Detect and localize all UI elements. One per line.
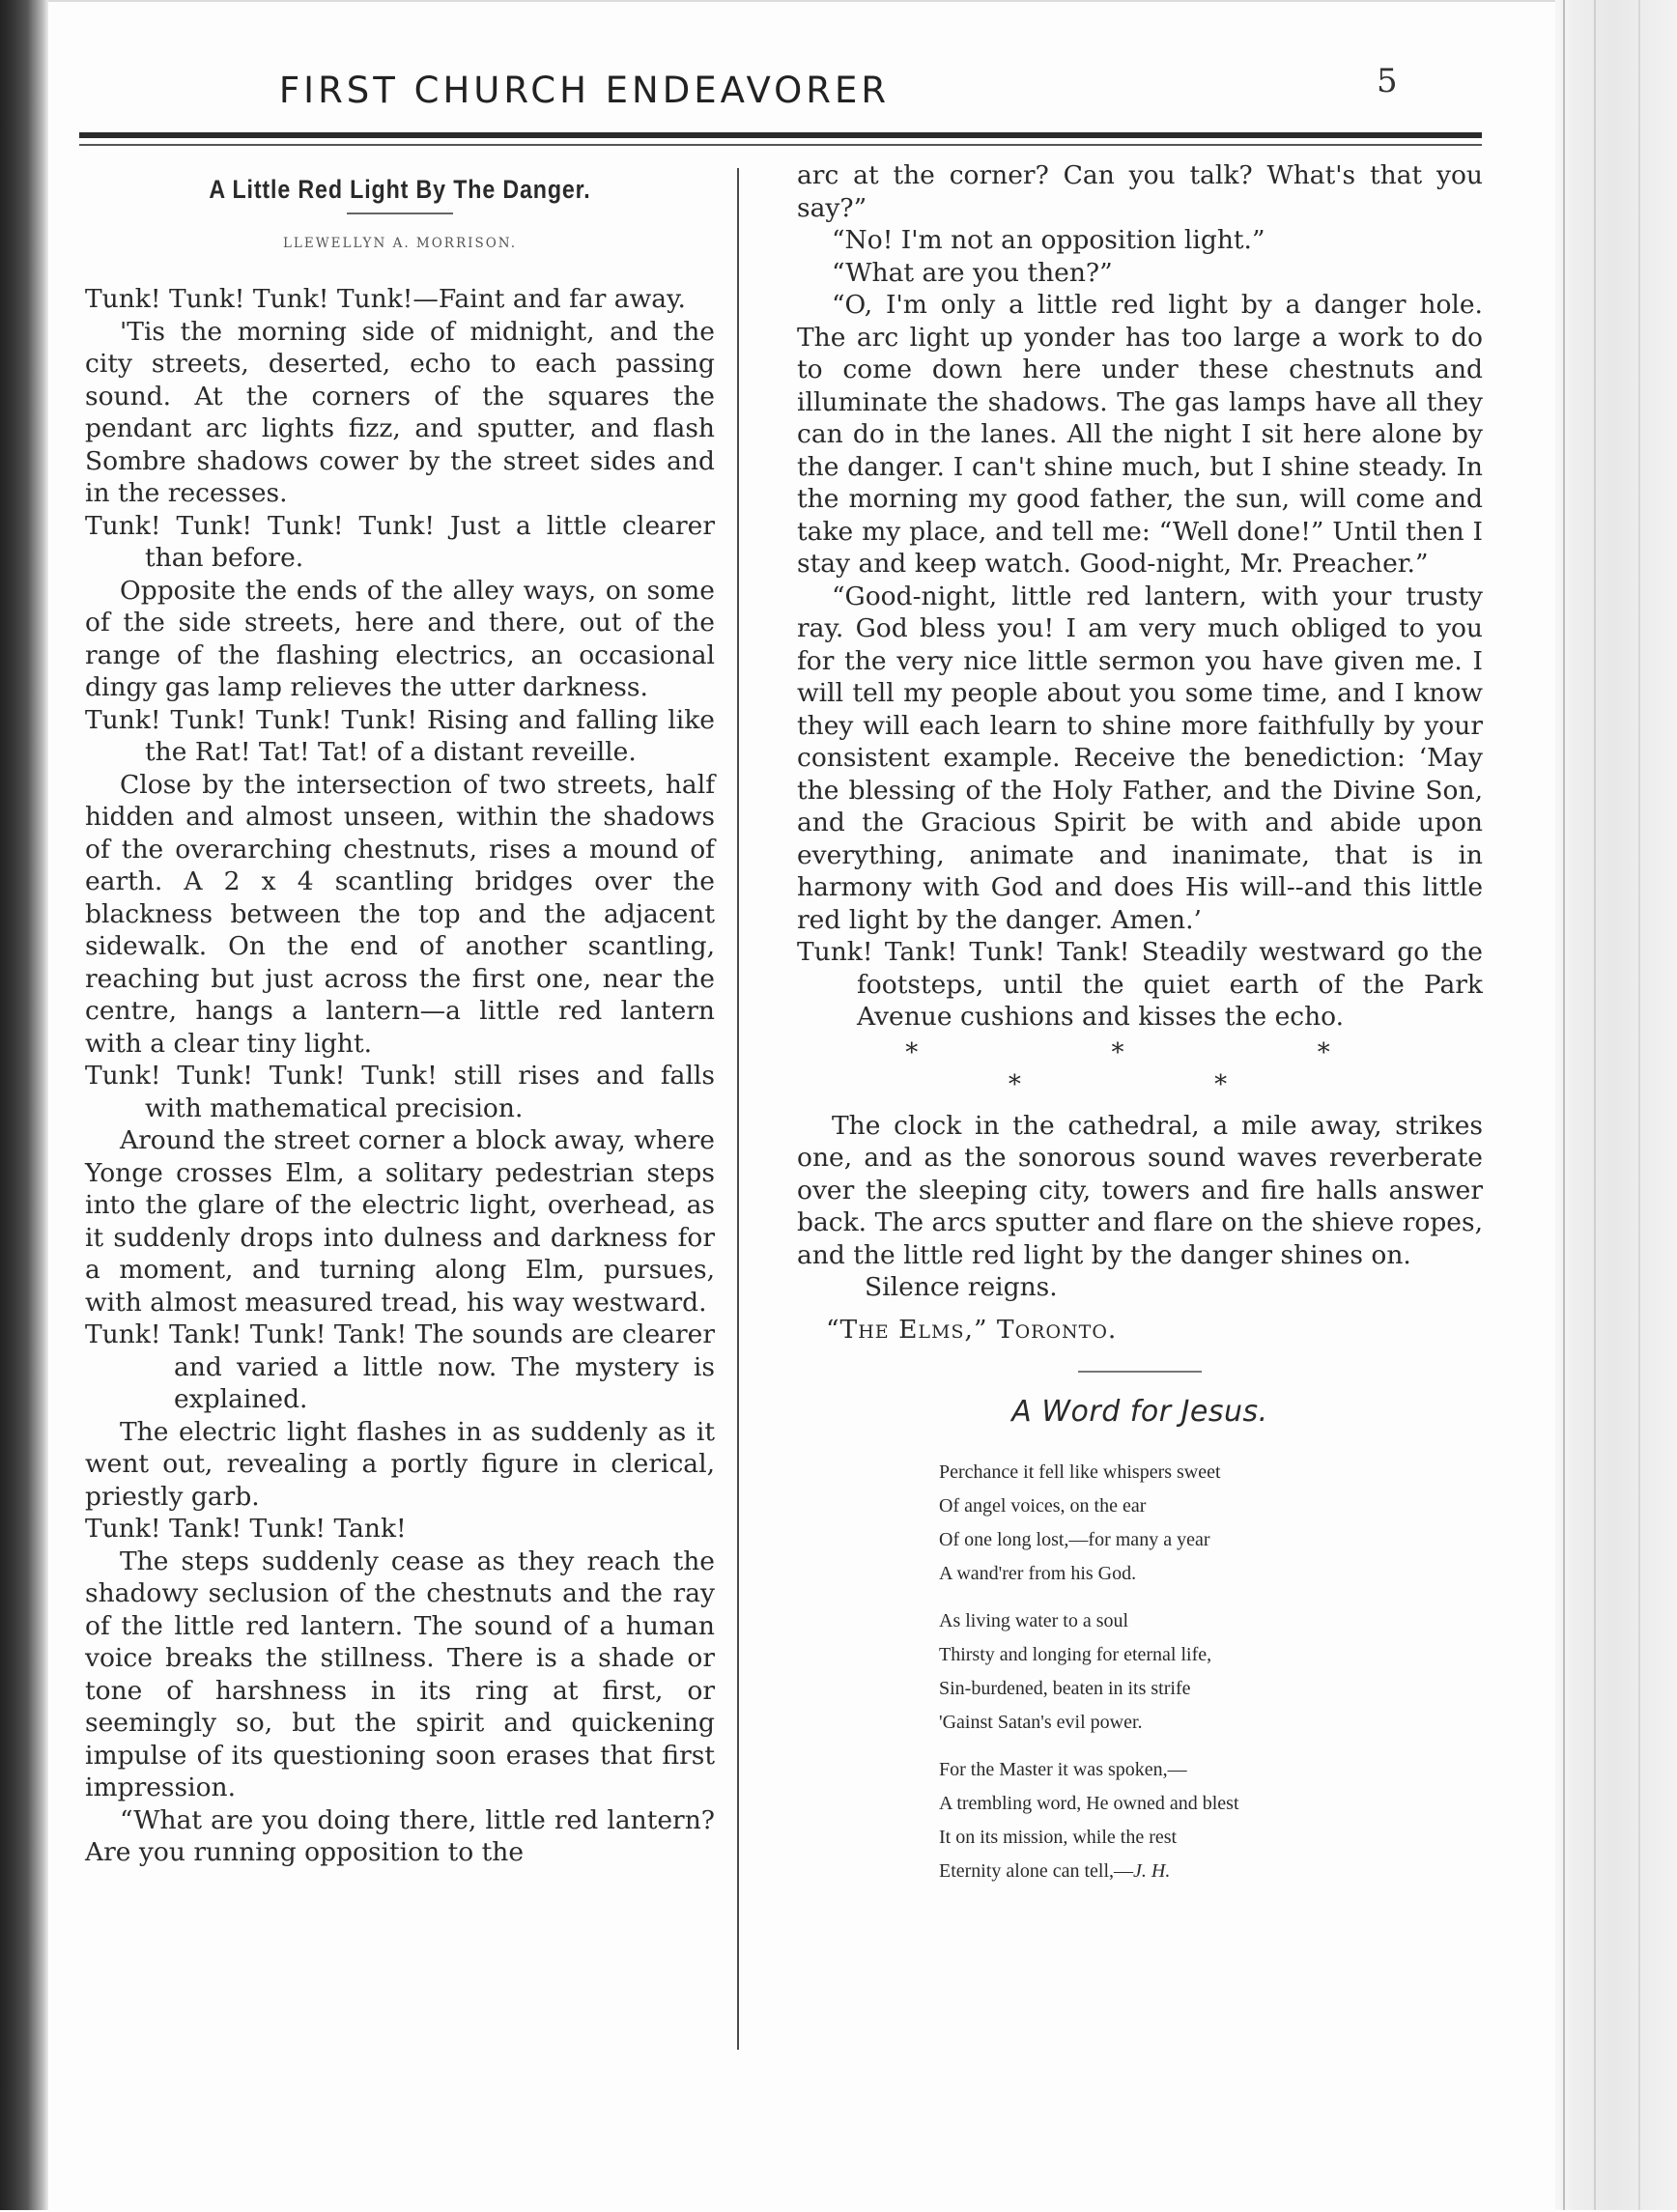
page-number: 5	[1377, 62, 1398, 100]
poem-line: Sin-burdened, beaten in its strife	[939, 1677, 1191, 1699]
masthead: FIRST CHURCH ENDEAVORER	[278, 70, 891, 111]
paragraph: Tunk! Tank! Tunk! Tank! Steadily westward go the footsteps, until the quiet earth of the Park Avenue cushions and kisses the echo.	[797, 937, 1483, 1032]
poem-line: 'Gainst Satan's evil power.	[939, 1711, 1143, 1733]
paragraph: Silence reigns.	[865, 1272, 1058, 1302]
paragraph: Close by the intersection of two streets, half hidden and almost unseen, within the shadows of the overarching chestnuts, rises a mound of earth. A 2 x 4 scantling bridges over the blackness between the top and the adjacent sidewalk. On the end of another scantling, reaching but just across the first one, near the centre, hangs a lantern—a little red lantern with a clear tiny light.	[85, 769, 715, 1059]
poem-line: A wand'rer from his God.	[939, 1562, 1137, 1584]
title-rule	[347, 213, 453, 214]
previous-page-edge	[0, 0, 33, 2210]
header-rule	[79, 132, 1482, 138]
paragraph: “O, I'm only a little red light by a danger hole. The arc light up yonder has too large a work to do to come down here under these chestnuts and illuminate the shadows. The gas lamps have all they can do in the lanes. All the night I sit here alone by the danger. I can't shine much, but I shine steady. In the morning my good father, the sun, will come and take my place, and tell me: “Well done!” Until then I stay and keep watch. Good-night, Mr. Preacher.”	[797, 290, 1483, 579]
paragraph: The clock in the cathedral, a mile away, strikes one, and as the sonorous sound waves reverberate over the sleeping city, towers and fire halls answer back. The arcs sputter and flare on the shieve ropes, and the little red light by the danger shines on.	[797, 1110, 1483, 1270]
paragraph: Opposite the ends of the alley ways, on some of the side streets, here and there, out of the range of the flashing electrics, an occasional dingy gas lamp relieves the utter darkness.	[85, 575, 715, 702]
poem-line: Of one long lost,—for many a year	[939, 1528, 1210, 1550]
poem-signature: J. H.	[1133, 1859, 1171, 1882]
poem-line: Of angel voices, on the ear	[939, 1494, 1147, 1517]
poem-title: A Word for Jesus.	[1011, 1395, 1268, 1429]
separator-rule	[1078, 1371, 1202, 1373]
paragraph: “No! I'm not an opposition light.”	[832, 225, 1265, 255]
paragraph: Tunk! Tunk! Tunk! Tunk! Rising and falling like the Rat! Tat! Tat! of a distant reveille.	[85, 704, 715, 767]
paragraph: Tunk! Tunk! Tunk! Tunk! still rises and falls with mathematical precision.	[85, 1061, 715, 1123]
paragraph: 'Tis the morning side of midnight, and the city streets, deserted, echo to each passing sound. At the corners of the squares the pendant arc lights fizz, and sputter, and flash Sombre shadows cower by the street sides and in the recesses.	[85, 316, 715, 508]
paragraph: Tunk! Tunk! Tunk! Tunk!—Faint and far away.	[85, 284, 686, 314]
poem-body	[797, 1456, 1483, 1888]
paragraph: The electric light flashes in as suddenly as it went out, revealing a portly figure in clerical, priestly garb.	[85, 1416, 715, 1512]
article-title: A Little Red Light By The Danger.	[209, 175, 591, 204]
poem-line: Thirsty and longing for eternal life,	[939, 1643, 1212, 1665]
left-column	[85, 174, 715, 1869]
paragraph: Tunk! Tank! Tunk! Tank! The sounds are clearer and varied a little now. The mystery is explained.	[85, 1319, 715, 1414]
poem-line: For the Master it was spoken,—	[939, 1758, 1187, 1780]
poem-line: It on its mission, while the rest	[939, 1826, 1178, 1848]
paragraph: Tunk! Tunk! Tunk! Tunk! Just a little clearer than before.	[85, 510, 715, 573]
poem-line: Perchance it fell like whispers sweet	[939, 1460, 1221, 1483]
article-body-right	[797, 159, 1483, 1034]
paragraph: arc at the corner? Can you talk? What's that you say?”	[797, 160, 1483, 223]
paragraph: “What are you then?”	[832, 257, 1113, 288]
column-divider	[737, 168, 739, 2050]
poem-stanza	[939, 1456, 1483, 1591]
poem-stanza	[939, 1604, 1483, 1740]
header-rule-thin	[79, 144, 1482, 146]
byline: LLEWELLYN A. MORRISON.	[282, 235, 518, 251]
poem-stanza	[939, 1753, 1483, 1888]
page-stack-edge	[1555, 0, 1677, 2210]
poem-line: A trembling word, He owned and blest	[939, 1792, 1239, 1814]
poem-line: As living water to a soul	[939, 1609, 1129, 1631]
right-column	[797, 159, 1483, 1902]
paragraph: “What are you doing there, little red lantern? Are you running opposition to the	[85, 1804, 715, 1867]
poem-line: Eternity alone can tell,—	[939, 1859, 1134, 1882]
paragraph: The steps suddenly cease as they reach the shadowy seclusion of the chestnuts and the ray of the little red lantern. The sound of a human voice breaks the stillness. There is a shade or tone of harshness in its ring at first, or seemingly so, but the spirit and quickening impulse of its questioning soon erases that first impression.	[85, 1546, 715, 1802]
paragraph: “Good-night, little red lantern, with your trusty ray. God bless you! I am very much obliged to you for the very nice little sermon you have given me. I will tell my people about you some time, and I know they will each learn to shine more faithfully by your consistent example. Receive the benediction: ‘May the blessing of the Holy Father, and the Divine Son, and the Gracious Spirit be with and abide upon everything, animate and inanimate, that is in harmony with God and does His will--and this little red light by the danger. Amen.’	[797, 581, 1483, 935]
article-place: “The Elms,” Toronto.	[826, 1314, 1118, 1345]
magazine-page	[48, 0, 1555, 2212]
article-body-left	[85, 283, 715, 1869]
paragraph: Tunk! Tank! Tunk! Tank!	[85, 1514, 407, 1544]
article-closing	[797, 1110, 1483, 1304]
paragraph: Around the street corner a block away, where Yonge crosses Elm, a solitary pedestrian steps into the glare of the electric light, overhead, as it suddenly drops into dulness and darkness for a moment, and turning along Elm, pursues, with almost measured tread, his way westward.	[85, 1125, 715, 1318]
section-break: * * * * *	[905, 1037, 1423, 1099]
